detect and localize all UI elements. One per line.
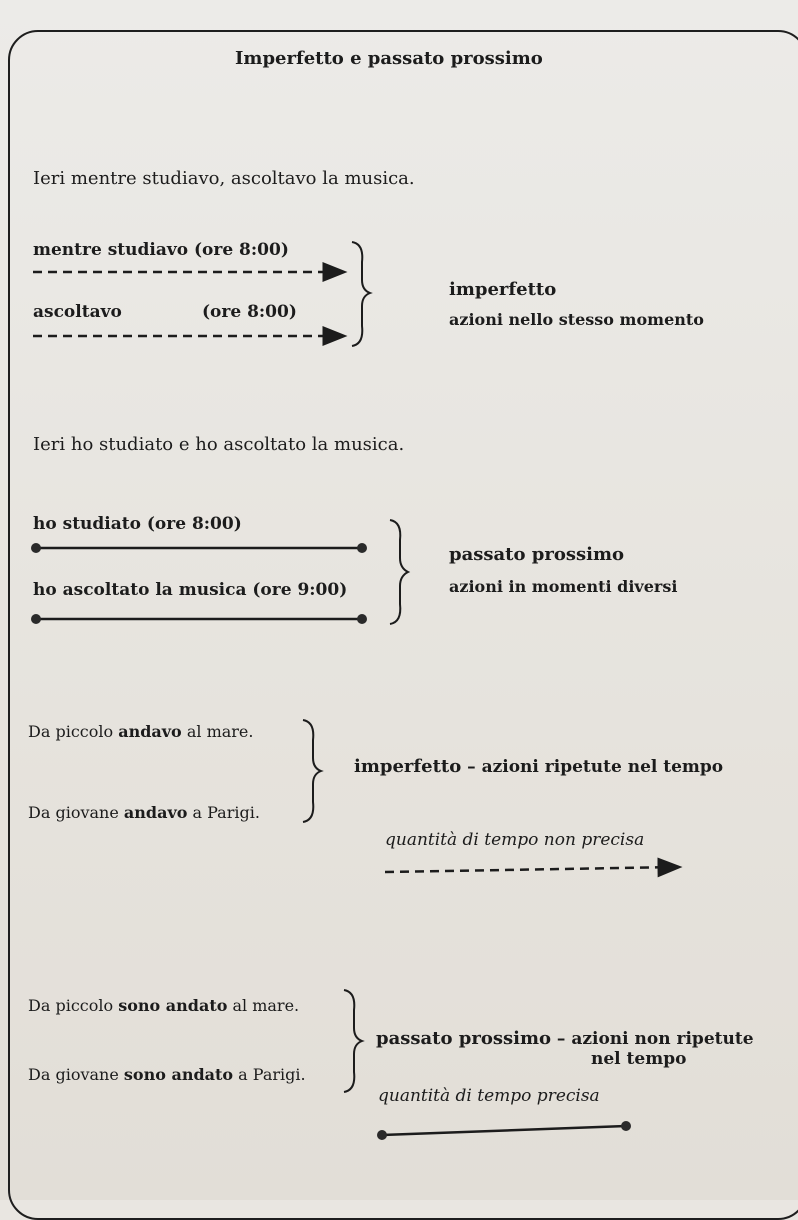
dashed-arrow-non-precise [385,867,680,872]
example-andavo-mare: Da piccolo andavo al mare. [28,722,254,741]
tense-label-passato-prossimo: passato prossimo [449,544,624,565]
brace-section-2 [390,520,408,624]
example-sono-andato-parigi: Da giovane sono andato a Parigi. [28,1065,306,1084]
brace-section-4 [344,990,362,1092]
tense-desc-different-moments: azioni in momenti diversi [449,577,678,596]
page-title: Imperfetto e passato prossimo [235,48,543,69]
tense-rule-imperfetto: imperfetto – azioni ripetute nel tempo [354,756,724,777]
solid-line-precise [382,1126,626,1135]
timeline-time-ascoltavo: (ore 8:00) [202,302,297,322]
brace-section-3 [303,720,321,822]
timeline-label-ascoltavo: ascoltavo [33,302,122,322]
endpoint-start-ho-ascoltato [31,614,41,624]
endpoint-start-precise [377,1130,387,1140]
timeline-label-studiavo: mentre studiavo (ore 8:00) [33,240,289,260]
endpoint-end-ho-studiato [357,543,367,553]
tense-label-imperfetto: imperfetto [449,279,557,300]
example-andavo-parigi: Da giovane andavo a Parigi. [28,803,260,822]
note-non-precise-time: quantità di tempo non precisa [385,830,645,850]
endpoint-start-ho-studiato [31,543,41,553]
tense-desc-same-moment: azioni nello stesso momento [449,310,704,329]
timeline-label-ho-studiato: ho studiato (ore 8:00) [33,514,242,534]
endpoint-end-ho-ascoltato [357,614,367,624]
example-sono-andato-mare: Da piccolo sono andato al mare. [28,996,300,1015]
tense-rule-passato-prossimo: passato prossimo – azioni non ripetute [376,1028,754,1049]
timeline-label-ho-ascoltato: ho ascoltato la musica (ore 9:00) [33,580,348,600]
brace-section-1 [352,242,370,346]
example-sentence-1: Ieri mentre studiavo, ascoltavo la musica. [33,168,415,189]
example-sentence-2: Ieri ho studiato e ho ascoltato la musica. [33,434,405,455]
note-precise-time: quantità di tempo precisa [378,1086,600,1106]
tense-rule-passato-prossimo-cont: nel tempo [591,1049,687,1069]
endpoint-end-precise [621,1121,631,1131]
